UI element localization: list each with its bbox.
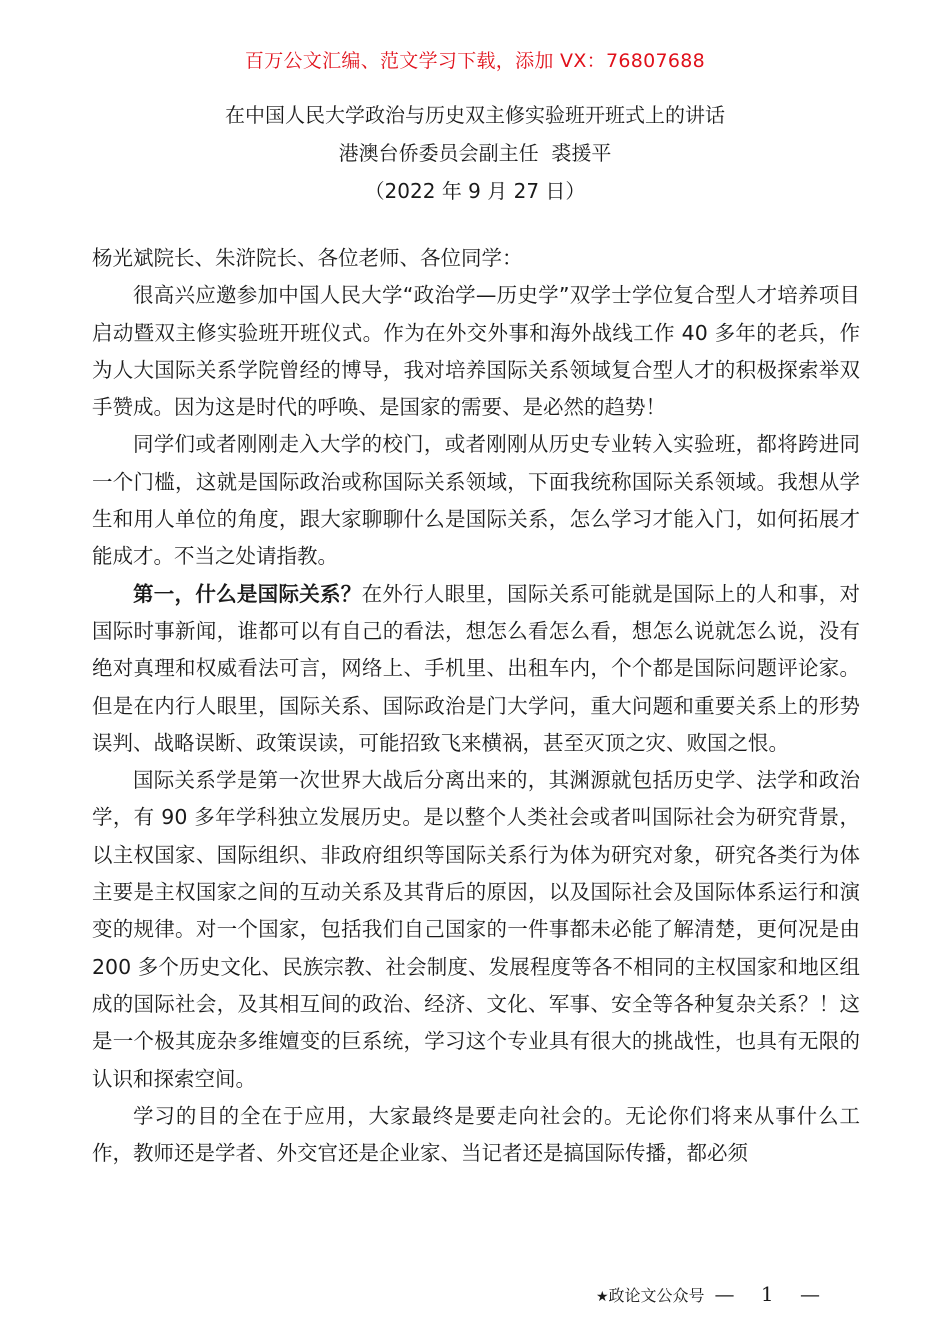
paragraph-2: 同学们或者刚刚走入大学的校门，或者刚刚从历史专业转入实验班，都将跨进同一个门槛，这就是国际政治或称国际关系领域，下面我统称国际关系领域。我想从学生和用人单位的角度，跟大家聊聊什么是国际关系，怎么学习才能入门，如何拓展才能成才。不当之处请指教。 bbox=[92, 432, 860, 569]
footer-source-label: 政论文公众号 bbox=[608, 1285, 705, 1305]
star-icon: ★ bbox=[595, 1288, 609, 1305]
page-number: — 1 — bbox=[714, 1282, 830, 1306]
page-footer bbox=[596, 1282, 830, 1306]
footer-source bbox=[596, 1283, 705, 1306]
paragraph-3 bbox=[92, 576, 860, 762]
title-block bbox=[0, 96, 950, 210]
paragraph-4: 国际关系学是第一次世界大战后分离出来的，其渊源就包括历史学、法学和政治学，有 90 多年学科独立发展历史。是以整个人类社会或者叫国际社会为研究背景，以主权国家、国际组织、非政府组织等国际关系行为体为研究对象，研究各类行为体主要是主权国家之间的互动关系及其背后的原因，以及国际社会及国际体系运行和演变的规律。对一个国家，包括我们自己国家的一件事都未必能了解清楚，更何况是由 200 多个历史文化、民族宗教、社会制度、发展程度等各不相同的主权国家和地区组成的国际社会，及其相互间的政治、经济、文化、军事、安全等各种复杂关系？！这是一个极其庞杂多维嬗变的巨系统，学习这个专业具有很大的挑战性，也具有无限的认识和探索空间。 bbox=[92, 768, 860, 1091]
section-heading-1: 第一，什么是国际关系？ bbox=[133, 581, 362, 606]
paragraph-3-text: 在外行人眼里，国际关系可能就是国际上的人和事，对国际时事新闻，谁都可以有自己的看法，想怎么看怎么看，想怎么说就怎么说，没有绝对真理和权威看法可言，网络上、手机里、出租车内，个个都是国际问题评论家。但是在内行人眼里，国际关系、国际政治是门大学问，重大问题和重要关系上的形势误判、战略误断、政策误读，可能招致飞来横祸，甚至灭顶之灾、败国之恨。 bbox=[92, 581, 861, 755]
paragraph-5: 学习的目的全在于应用，大家最终是要走向社会的。无论你们将来从事什么工作，教师还是学者、外交官还是企业家、当记者还是搞国际传播，都必须 bbox=[92, 1103, 860, 1166]
speech-title: 在中国人民大学政治与历史双主修实验班开班式上的讲话 bbox=[225, 103, 725, 127]
paragraph-1: 很高兴应邀参加中国人民大学“政治学—历史学”双学士学位复合型人才培养项目启动暨双主修实验班开班仪式。作为在外交外事和海外战线工作 40 多年的老兵，作为人大国际关系学院曾经的博导，我对培养国际关系领域复合型人才的积极探索举双手赞成。因为这是时代的呼唤、是国家的需要、是必然的趋势！ bbox=[92, 283, 860, 420]
body-text bbox=[92, 240, 860, 1172]
speech-date: （2022 年 9 月 27 日） bbox=[364, 179, 586, 203]
promo-banner: 百万公文汇编、范文学习下载，添加 VX：76807688 bbox=[244, 50, 706, 72]
salutation: 杨光斌院长、朱浒院长、各位老师、各位同学： bbox=[92, 246, 523, 270]
speaker-line: 港澳台侨委员会副主任 裘援平 bbox=[338, 141, 612, 165]
